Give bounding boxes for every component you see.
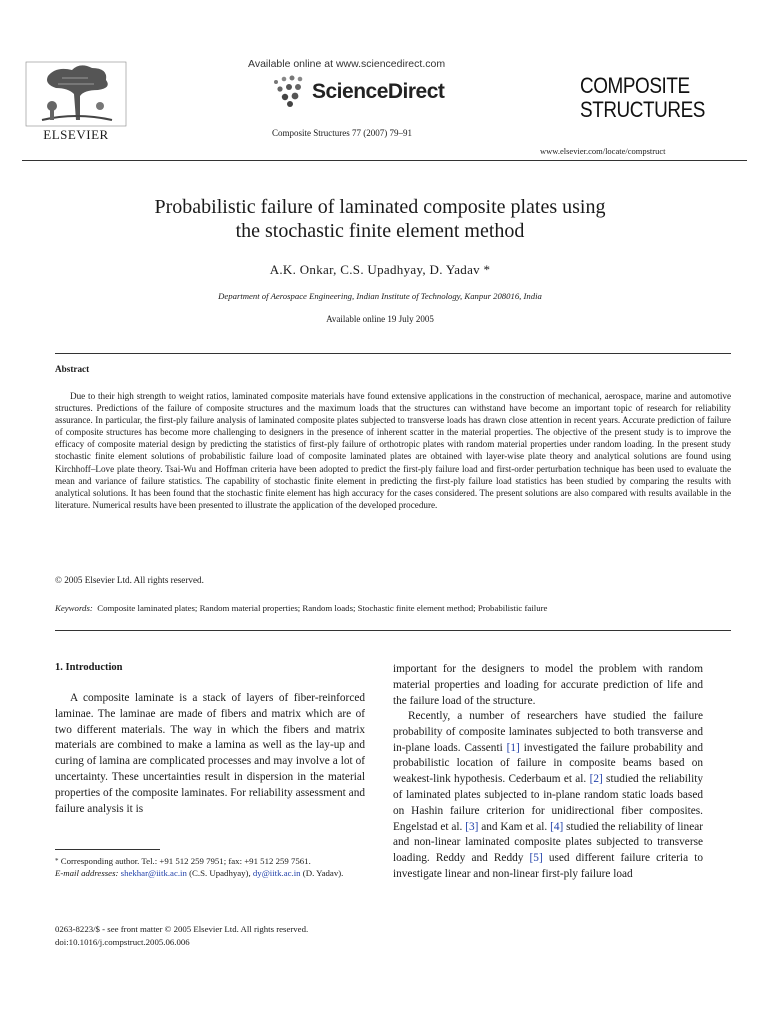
- abstract-copyright: © 2005 Elsevier Ltd. All rights reserved.: [55, 575, 204, 585]
- text-run: studied the reliability of linear and non-linear laminated composite plates subjected to transverse loading. Reddy and Reddy: [393, 820, 703, 865]
- text-run: and Kam et al.: [478, 820, 551, 833]
- abstract-body: Due to their high strength to weight ratios, laminated composite materials have found extensive applications in the construction of mechanical, aerospace, marine and automotive structures. Predictions of the failure of composite structures and the maximum loads that the structures can withstand have become an important topic of research for reliability assurance. In particular, the first-ply failure analysis of laminated composite plates subjected to transverse loads has drawn close attention in recent years. Accurate prediction of failure of composite structures has become more challenging to designers in the presence of inherent scatter in the material properties. The objective of the present study is to improve the efficacy of composite material design by predicting the statistics of first-ply failure of orthotropic plates with random material properties under random loading. In the present study stochastic finite element solutions of probabilistic failure load of composite laminated plates are obtained with layer-wise plate theory and analytical solutions are found using Kirchhoff–Love plate theory. Tsai-Wu and Hoffman criteria have been adopted to predict the first-ply failure load and first-order perturbation technique has been used to evaluate the mean and variance of failure statistics. The capability of stochastic finite element in predicting the first-ply failure load statistics has been studied by comparing the results with analytical solutions. It has been found that the stochastic finite element has high accuracy for the cases considered. The present solutions are also compared with results available in the literature. Numerical results have been presented to illustrate the application of the developed procedure.: [55, 391, 731, 510]
- citation-link-4[interactable]: [4]: [550, 820, 564, 833]
- text-run: investigated the failure probability and probabilistic location of failure in composite beams based on weakest-link hypothesis. Cederbaum et al.: [393, 741, 703, 786]
- citation-link-5[interactable]: [5]: [529, 852, 543, 865]
- journal-url-link[interactable]: www.elsevier.com/locate/compstruct: [540, 146, 666, 156]
- authors: A.K. Onkar, C.S. Upadhyay, D. Yadav *: [269, 262, 491, 277]
- abstract-heading: Abstract: [55, 364, 90, 374]
- sciencedirect-wordmark: ScienceDirect: [312, 80, 445, 103]
- sciencedirect-dots-icon: [270, 74, 316, 108]
- header-divider: [22, 160, 747, 161]
- paper-title-line2: the stochastic finite element method: [235, 220, 525, 242]
- intro-right-paragraph-2: [393, 709, 703, 883]
- keywords-list: Composite laminated plates; Random material properties; Random loads; Stochastic finite element method; Probabilistic failure: [97, 603, 548, 613]
- text-run: used different failure criteria to investigate linear and non-linear first-ply failure load: [393, 852, 703, 880]
- journal-title-line1: COMPOSITE: [580, 73, 690, 98]
- citation-link-1[interactable]: [1]: [506, 741, 520, 754]
- elsevier-tree-logo: [22, 58, 130, 130]
- elsevier-wordmark: ELSEVIER: [43, 127, 109, 142]
- email-link-yadav[interactable]: dy@iitk.ac.in: [252, 868, 301, 879]
- footnote-emails: [55, 867, 370, 879]
- section-heading-introduction: 1. Introduction: [55, 662, 123, 673]
- journal-reference: Composite Structures 77 (2007) 79–91: [272, 128, 412, 138]
- doi-line: doi:10.1016/j.compstruct.2005.06.006: [55, 936, 190, 947]
- paper-title: [60, 195, 700, 243]
- available-online-date: Available online 19 July 2005: [326, 314, 434, 324]
- footnote-divider: [55, 849, 160, 850]
- available-online-link[interactable]: Available online at www.sciencedirect.com: [248, 58, 446, 70]
- keywords-label: Keywords:: [55, 603, 93, 613]
- email-owner-1: (C.S. Upadhyay),: [189, 868, 251, 879]
- affiliation: Department of Aerospace Engineering, Indian Institute of Technology, Kanpur 208016, India: [218, 291, 542, 301]
- footnote-corresponding: [55, 855, 370, 867]
- text-run: studied the reliability of laminated plates subjected to in-plane random static loads based on Hashin failure criterion for unidirectional fiber composites. Engelstad et al.: [393, 773, 703, 833]
- issn-block: [55, 923, 375, 948]
- keywords: [55, 603, 731, 613]
- abstract-divider-bottom: [55, 630, 731, 631]
- journal-title-logo: [580, 73, 705, 122]
- issn-line: 0263-8223/$ - see front matter © 2005 Elsevier Ltd. All rights reserved.: [55, 924, 309, 934]
- email-label: E-mail addresses:: [55, 868, 119, 879]
- text-run: Recently, a number of researchers have studied the failure probability of composite laminates subjected to both transverse and in-plane loads. Cassenti: [393, 710, 703, 754]
- journal-title-line2: STRUCTURES: [580, 97, 705, 122]
- intro-left-column: A composite laminate is a stack of layers of fiber-reinforced laminae. The laminae are made of fibers and matrix which are of two different materials. The way in which the fibers and matrix materials are combined to make a lamina as well as the lay-up and curing of lamina are complicated processes and may involve a lot of uncertainty. These uncertainties result in dispersion in the material properties of the composite laminates. For reliability assessment and failure analysis it is: [55, 692, 365, 815]
- footnote-marker: *: [55, 857, 59, 865]
- footnote-contact: Corresponding author. Tel.: +91 512 259 7951; fax: +91 512 259 7561.: [60, 856, 311, 866]
- citation-link-2[interactable]: [2]: [589, 773, 603, 786]
- paper-title-line1: Probabilistic failure of laminated composite plates using: [154, 196, 606, 218]
- email-link-upadhyay[interactable]: shekhar@iitk.ac.in: [120, 868, 187, 879]
- citation-link-3[interactable]: [3]: [465, 820, 479, 833]
- email-owner-2: (D. Yadav).: [302, 868, 344, 879]
- abstract-divider-top: [55, 353, 731, 354]
- intro-right-paragraph-1: important for the designers to model the problem with random material properties and loading for accurate prediction of life and the failure load of the structure.: [393, 663, 703, 707]
- corresponding-author-footnote: [55, 855, 370, 880]
